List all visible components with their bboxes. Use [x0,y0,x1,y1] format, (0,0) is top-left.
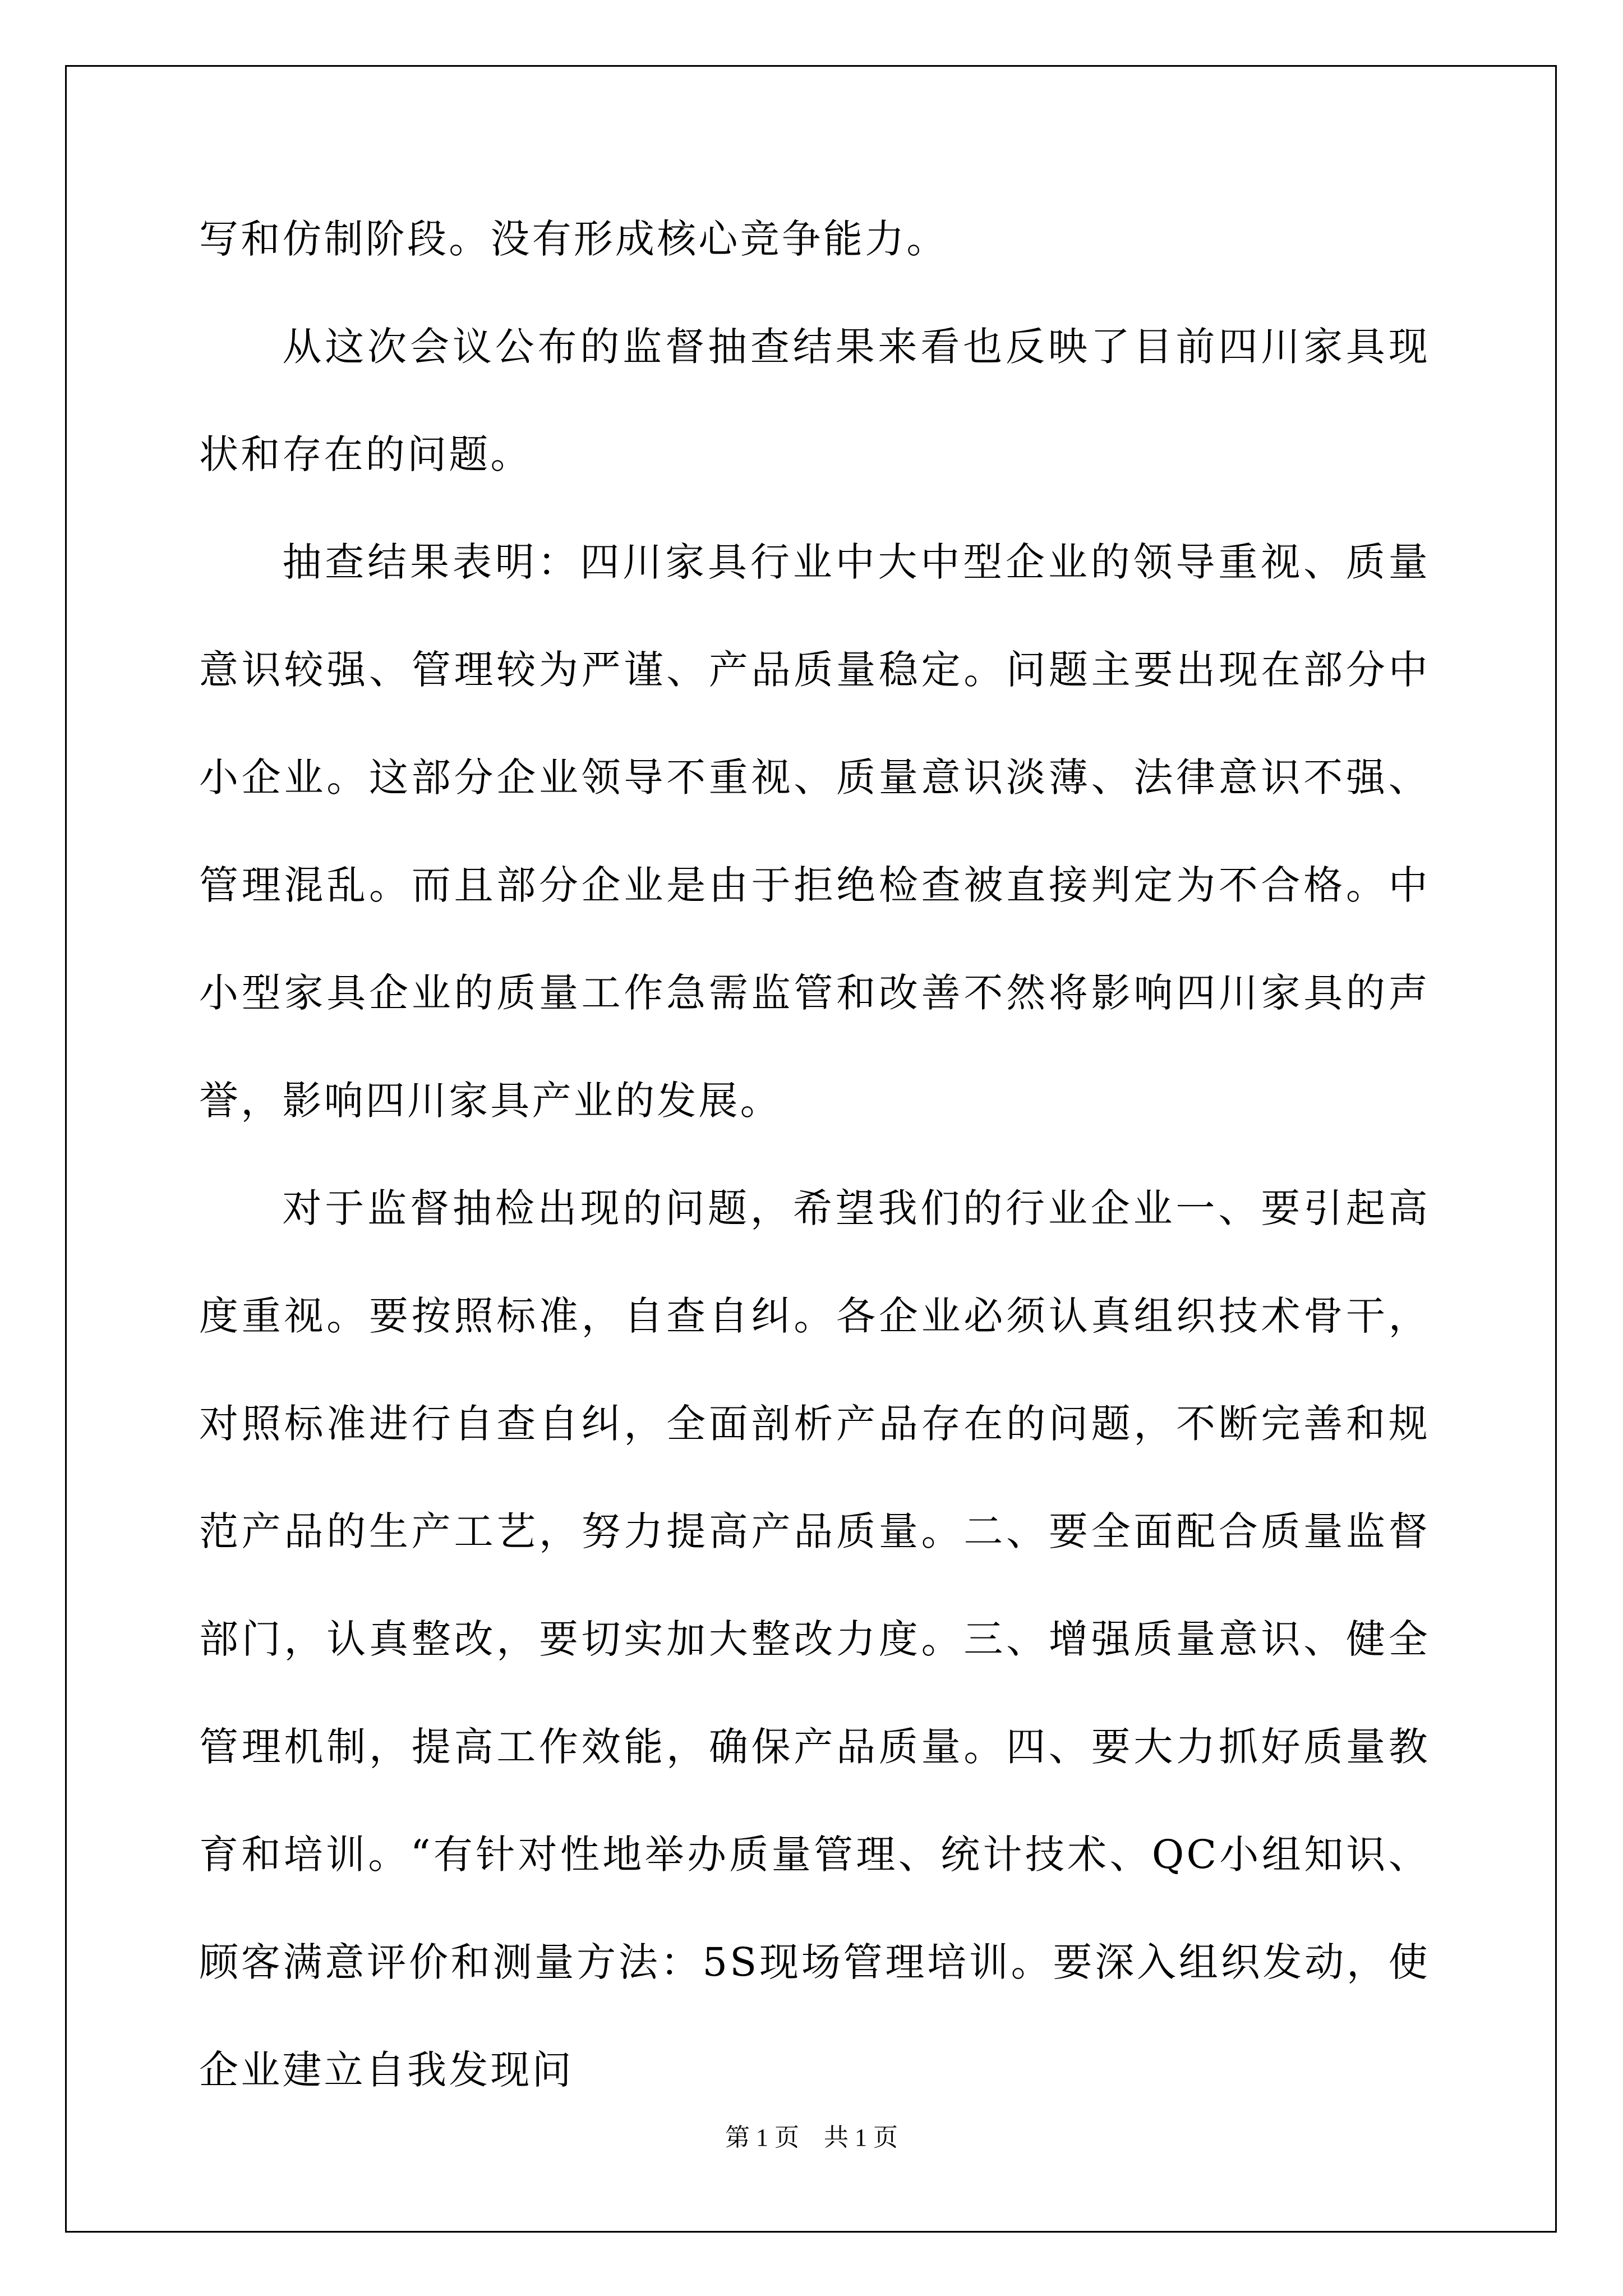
paragraph-3: 抽查结果表明：四川家具行业中大中型企业的领导重视、质量意识较强、管理较为严谨、产品质量稳定。问题主要出现在部分中小企业。这部分企业领导不重视、质量意识淡薄、法律意识不强、管理混乱。而且部分企业是由于拒绝检查被直接判定为不合格。中小型家具企业的质量工作急需监管和改善不然将影响四川家具的声誉，影响四川家具产业的发展。 [199,539,1430,1124]
page-footer: 第 1 页 共 1 页 [725,2124,898,2151]
paragraph-2: 从这次会议公布的监督抽查结果来看也反映了目前四川家具现状和存在的问题。 [199,324,1430,477]
paragraph-1: 写和仿制阶段。没有形成核心竞争能力。 [199,216,948,262]
document-body [199,185,1430,2124]
paragraph-4: 对于监督抽检出现的问题，希望我们的行业企业一、要引起高度重视。要按照标准，自查自纠。各企业必须认真组织技术骨干，对照标准进行自查自纠，全面剖析产品存在的问题，不断完善和规范产品的生产工艺，努力提高产品质量。二、要全面配合质量监督部门，认真整改，要切实加大整改力度。三、增强质量意识、健全管理机制，提高工作效能，确保产品质量。四、要大力抓好质量教育和培训。“有针对性地举办质量管理、统计技术、QC小组知识、顾客满意评价和测量方法：5S现场管理培训。要深入组织发动，使企业建立自我发现问 [199,1185,1430,2093]
